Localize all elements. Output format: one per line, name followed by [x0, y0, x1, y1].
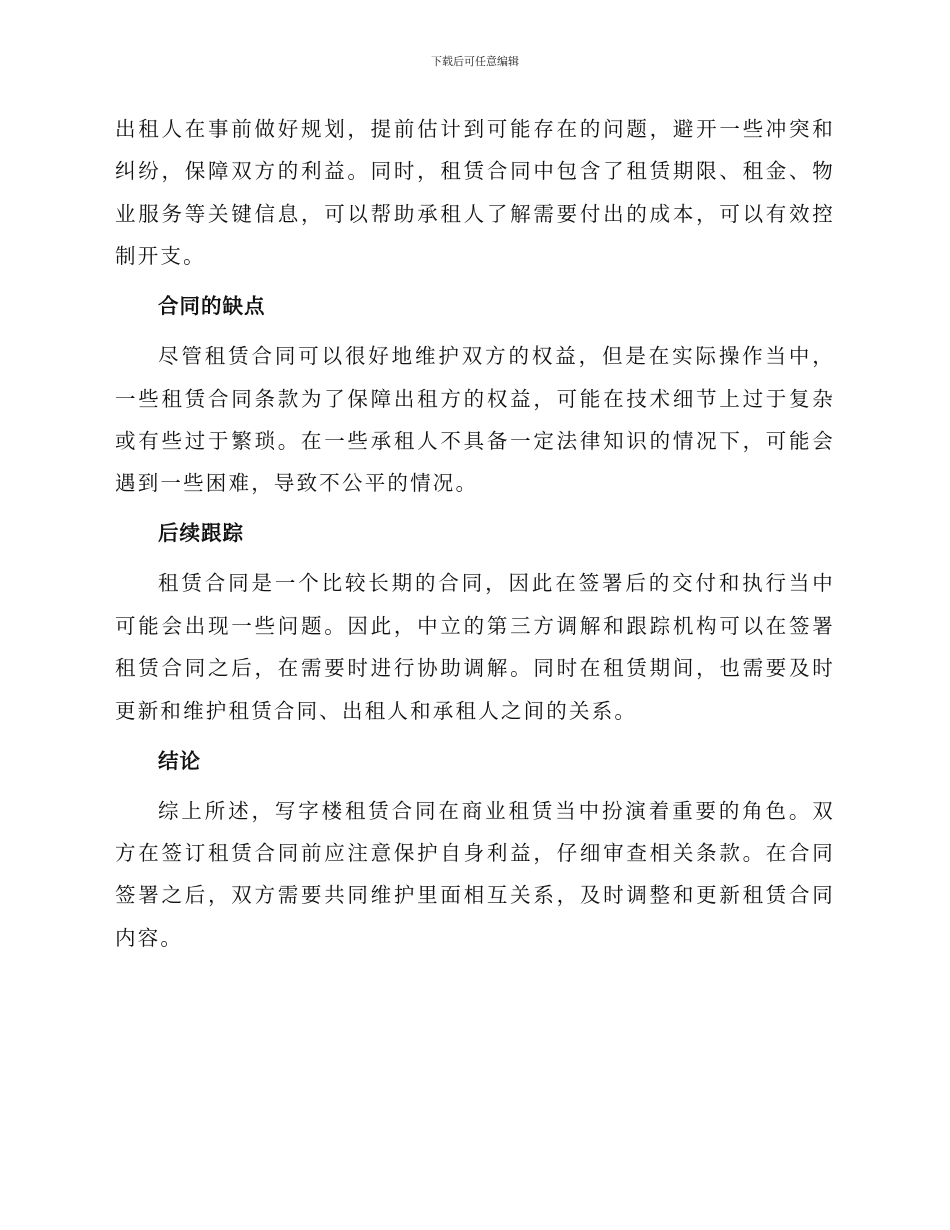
followup-paragraph: 租赁合同是一个比较长期的合同，因此在签署后的交付和执行当中可能会出现一些问题。因此，中立的第三方调解和跟踪机构可以在签署租赁合同之后，在需要时进行协助调解。同时在租赁期间，也需要及时更新和维护租赁合同、出租人和承租人之间的关系。 — [115, 571, 835, 723]
intro-paragraph: 出租人在事前做好规划，提前估计到可能存在的问题，避开一些冲突和纠纷，保障双方的利益。同时，租赁合同中包含了租赁期限、租金、物业服务等关键信息，可以帮助承租人了解需要付出的成本，可以有效控制开支。 — [115, 117, 835, 269]
page-header: 下载后可任意编辑 — [431, 55, 519, 68]
conclusion-paragraph: 综上所述，写字楼租赁合同在商业租赁当中扮演着重要的角色。双方在签订租赁合同前应注意保护自身利益，仔细审查相关条款。在合同签署之后，双方需要共同维护里面相互关系，及时调整和更新租赁合同内容。 — [115, 798, 835, 950]
section-heading-disadvantages: 合同的缺点 — [158, 294, 266, 319]
document-body — [115, 108, 835, 959]
section-heading-conclusion: 结论 — [158, 748, 201, 773]
disadvantages-paragraph: 尽管租赁合同可以很好地维护双方的权益，但是在实际操作当中，一些租赁合同条款为了保障出租方的权益，可能在技术细节上过于复杂或有些过于繁琐。在一些承租人不具备一定法律知识的情况下，可能会遇到一些困难，导致不公平的情况。 — [115, 344, 835, 496]
section-heading-followup: 后续跟踪 — [158, 521, 244, 546]
